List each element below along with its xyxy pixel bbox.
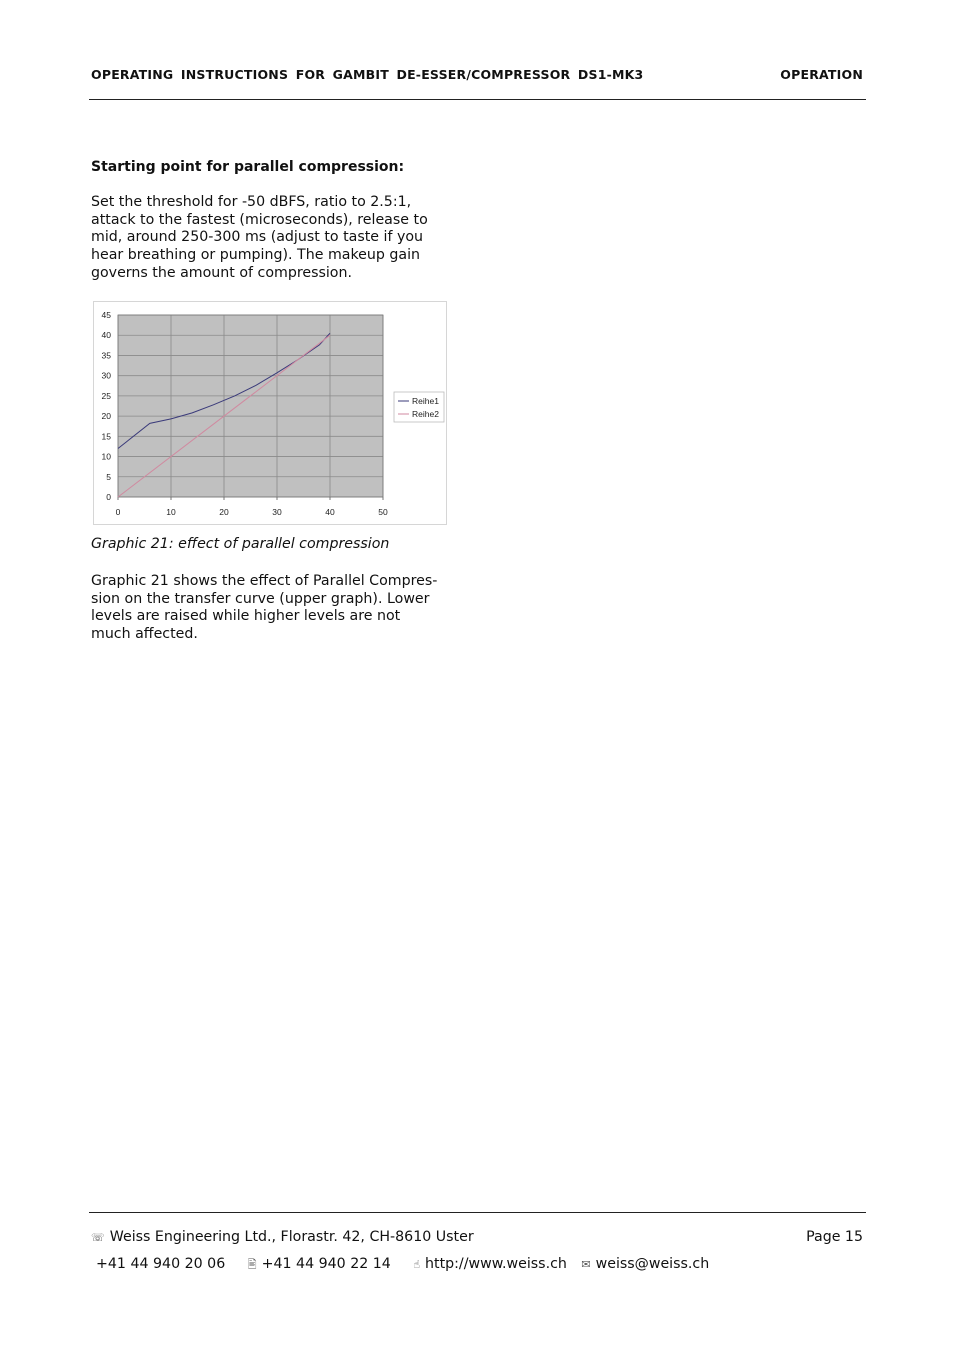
y-tick-label: 5 [106,471,111,482]
chart-svg [94,302,446,524]
phone-icon: ☏ [91,1231,105,1244]
plot-area [118,315,383,497]
y-tick-label: 25 [101,390,111,401]
text-line: much affected. [91,626,198,643]
x-tick-label: 30 [272,507,282,517]
phone-number: +41 44 940 20 06 [96,1256,226,1272]
fax-number: +41 44 940 22 14 [261,1256,391,1272]
compression-chart [93,301,447,525]
web-icon: ☝ [413,1258,421,1271]
y-tick-label: 40 [101,330,111,341]
paragraph-explanation [91,573,461,644]
paragraph-settings [91,194,461,283]
y-tick-label: 10 [101,451,111,462]
x-tick-label: 20 [219,507,229,517]
legend-label: Reihe1 [412,396,439,406]
legend-label: Reihe2 [412,409,439,419]
footer-rule [89,1212,866,1213]
address-text: Weiss Engineering Ltd., Florastr. 42, CH-8610 Uster [109,1229,474,1245]
x-tick-label: 40 [325,507,335,517]
text-line: Graphic 21 shows the effect of Parallel Compres- [91,573,438,589]
x-tick-label: 50 [378,507,388,517]
text-line: Set the threshold for -50 dBFS, ratio to 2.5:1, [91,194,412,210]
footer-contacts [96,1256,709,1275]
document-title: OPERATING INSTRUCTIONS FOR GAMBIT DE-ESSER/COMPRESSOR DS1-MK3 [91,67,644,82]
section-heading: Starting point for parallel compression: [91,159,405,175]
figure-caption: Graphic 21: effect of parallel compression [91,536,390,552]
y-tick-label: 35 [101,350,111,361]
text-line: mid, around 250-300 ms (adjust to taste if you [91,229,424,246]
y-tick-label: 30 [101,370,111,381]
text-line: governs the amount of compression. [91,264,352,281]
mail-icon: ✉ [581,1258,591,1271]
text-line: attack to the fastest (microseconds), release to [91,211,428,228]
web-link[interactable]: http://www.weiss.ch [425,1256,567,1272]
text-line: levels are raised while higher levels are not [91,608,401,625]
email-link[interactable]: weiss@weiss.ch [595,1256,710,1272]
y-tick-label: 20 [101,411,111,422]
y-tick-label: 15 [101,431,111,442]
y-tick-label: 45 [101,310,111,320]
fax-icon: 🖹 [247,1258,257,1271]
y-tick-label: 0 [106,492,111,502]
page-number: Page 15 [806,1229,863,1245]
x-tick-label: 10 [166,507,176,517]
header-rule [89,99,866,100]
x-tick-label: 0 [115,507,121,517]
text-line: sion on the transfer curve (upper graph). Lower [91,590,430,607]
section-name: OPERATION [780,67,863,82]
footer-address [91,1229,474,1245]
text-line: hear breathing or pumping). The makeup gain [91,247,421,264]
